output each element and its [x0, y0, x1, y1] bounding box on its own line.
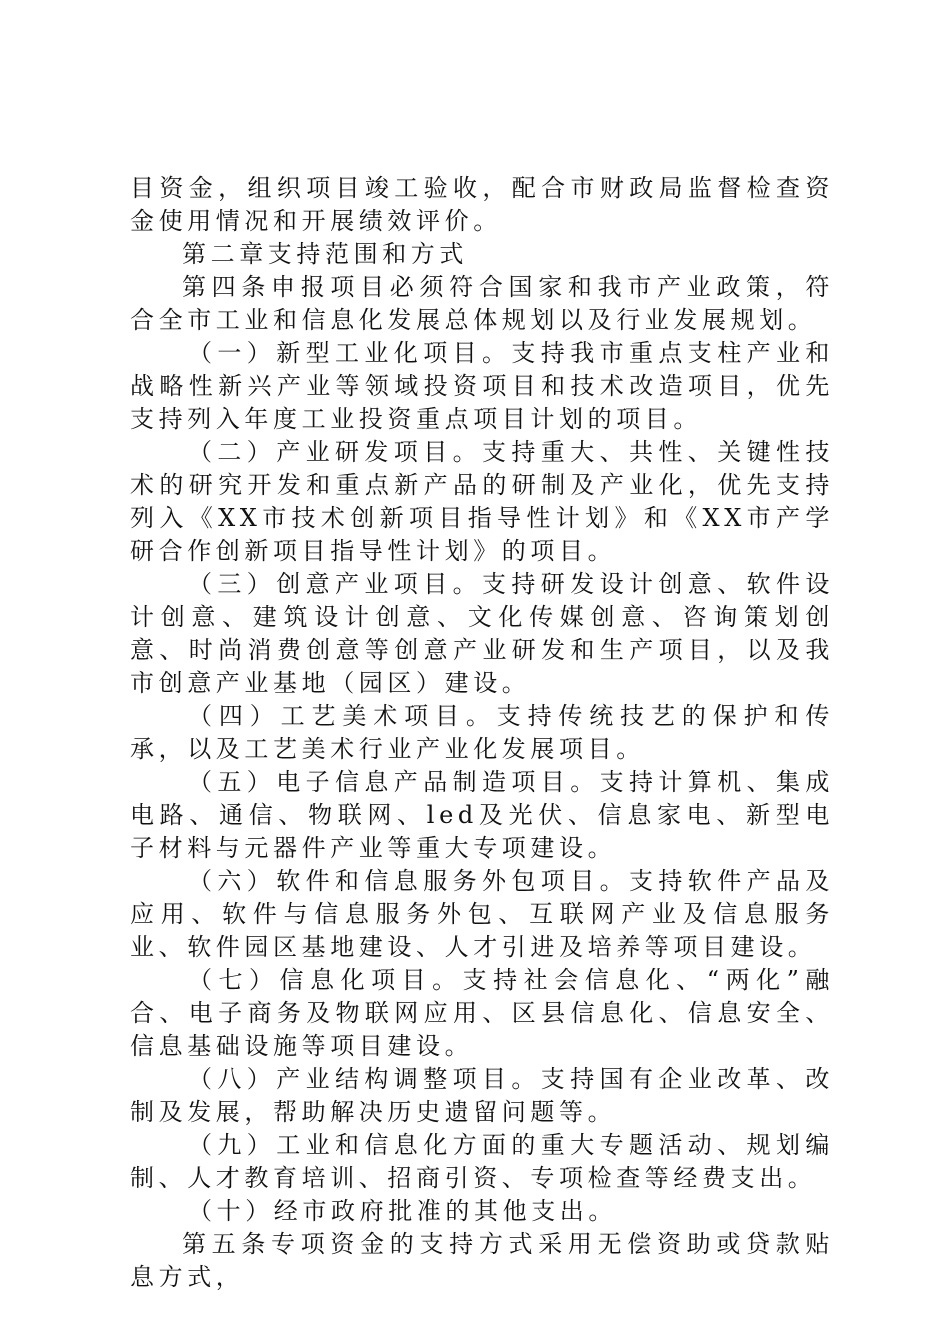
item-3: （三）创意产业项目。支持研发设计创意、软件设计创意、建筑设计创意、文化传媒创意、咨询策划创意、时尚消费创意等创意产业研发和生产项目，以及我市创意产业基地（园区）建设。	[130, 570, 834, 697]
item-2: （二）产业研发项目。支持重大、共性、关键性技术的研究开发和重点新产品的研制及产业化，优先支持列入《XX市技术创新项目指导性计划》和《XX市产学研合作创新项目指导性计划》的项目。	[130, 438, 834, 565]
item-6: （六）软件和信息服务外包项目。支持软件产品及应用、软件与信息服务外包、互联网产业及信息服务业、软件园区基地建设、人才引进及培养等项目建设。	[130, 867, 834, 961]
item-4: （四）工艺美术项目。支持传统技艺的保护和传承，以及工艺美术行业产业化发展项目。	[130, 702, 834, 763]
chapter-heading: 第二章支持范围和方式	[182, 240, 468, 268]
document-body	[130, 172, 834, 1294]
article-4: 第四条申报项目必须符合国家和我市产业政策，符合全市工业和信息化发展总体规划以及行业发展规划。	[130, 273, 834, 334]
item-5: （五）电子信息产品制造项目。支持计算机、集成电路、通信、物联网、led及光伏、信息家电、新型电子材料与元器件产业等重大专项建设。	[130, 768, 834, 862]
article-5: 第五条专项资金的支持方式采用无偿资助或贷款贴息方式，	[130, 1230, 834, 1291]
item-10: （十）经市政府批准的其他支出。	[188, 1197, 617, 1225]
item-8: （八）产业结构调整项目。支持国有企业改革、改制及发展，帮助解决历史遗留问题等。	[130, 1065, 834, 1126]
paragraph-continuation: 目资金，组织项目竣工验收，配合市财政局监督检查资金使用情况和开展绩效评价。	[130, 174, 834, 235]
item-7: （七）信息化项目。支持社会信息化、“两化”融合、电子商务及物联网应用、区县信息化、信息安全、信息基础设施等项目建设。	[130, 966, 834, 1060]
item-9: （九）工业和信息化方面的重大专题活动、规划编制、人才教育培训、招商引资、专项检查等经费支出。	[130, 1131, 834, 1192]
item-1: （一）新型工业化项目。支持我市重点支柱产业和战略性新兴产业等领域投资项目和技术改造项目，优先支持列入年度工业投资重点项目计划的项目。	[130, 339, 834, 433]
